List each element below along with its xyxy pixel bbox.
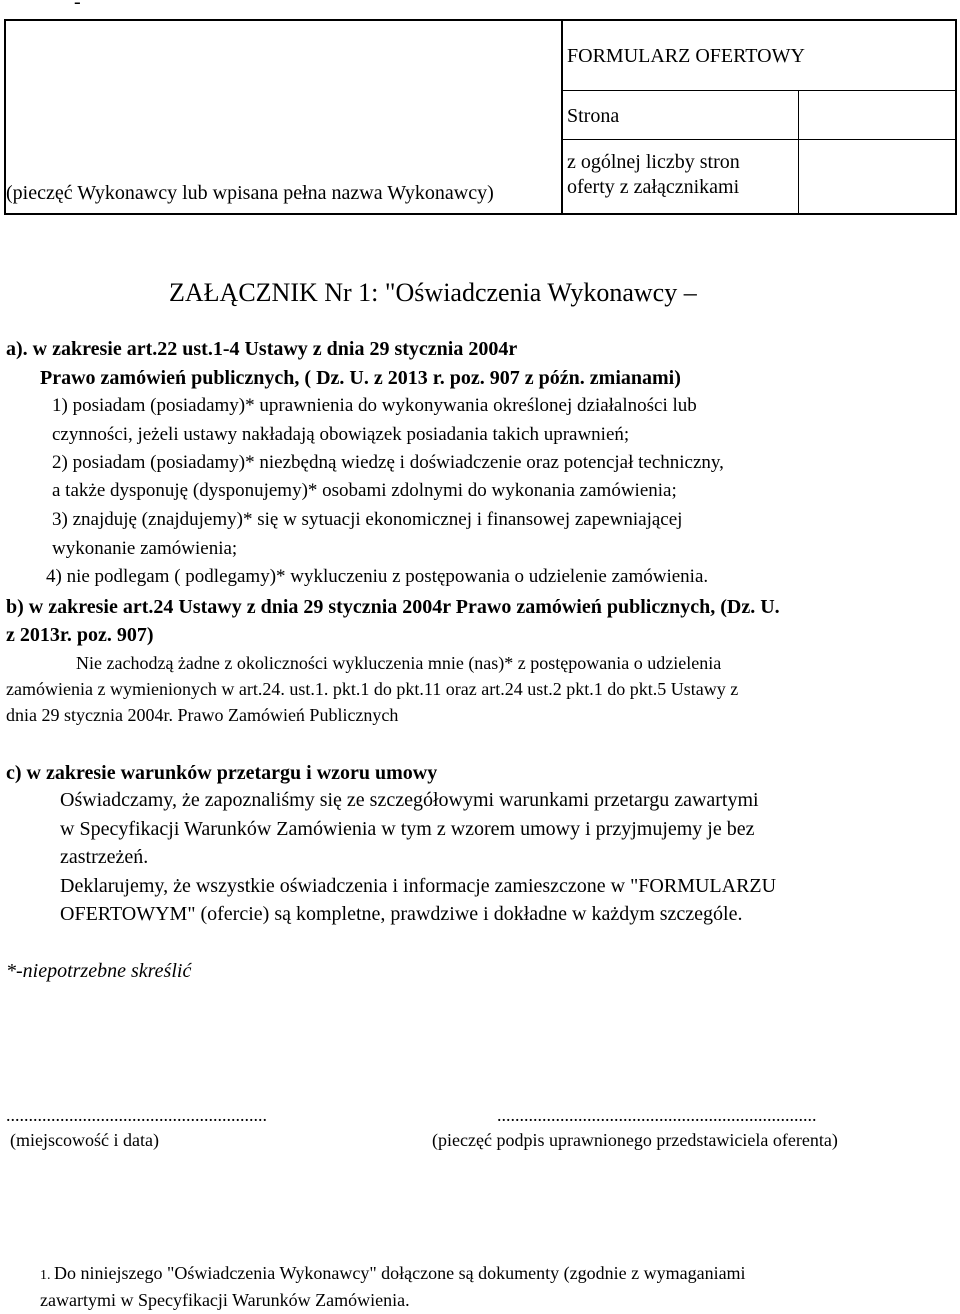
stamp-label: (pieczęć Wykonawcy lub wpisana pełna nazwa Wykonawcy) bbox=[6, 182, 494, 204]
footnote-line-1: Do niniejszego "Oświadczenia Wykonawcy" dołączone są dokumenty (zgodnie z wymaganiami bbox=[54, 1263, 746, 1283]
section-b-line: dnia 29 stycznia 2004r. Prawo Zamówień Publicznych bbox=[6, 705, 399, 725]
page-label: Strona bbox=[567, 105, 620, 127]
section-c-line: zastrzeżeń. bbox=[60, 846, 149, 868]
header-row-line-2 bbox=[563, 139, 957, 140]
footnote-number: 1. bbox=[40, 1268, 51, 1283]
section-b-line: Nie zachodzą żadne z okoliczności wykluczenia mnie (nas)* z postępowania o udzielenia bbox=[76, 653, 722, 673]
header-row-line-1 bbox=[563, 90, 957, 91]
place-date-label: (miejscowość i data) bbox=[10, 1130, 159, 1150]
section-a-line: wykonanie zamówienia; bbox=[52, 538, 238, 559]
place-date-dots: .......................................................... bbox=[6, 1105, 267, 1125]
section-a-line: 3) znajduję (znajdujemy)* się w sytuacji ekonomicznej i finansowej zapewniającej bbox=[52, 509, 683, 530]
section-b-heading-1: b) w zakresie art.24 Ustawy z dnia 29 stycznia 2004r Prawo zamówień publicznych, (Dz. U. bbox=[6, 596, 780, 618]
corner-mark: - bbox=[74, 0, 81, 13]
section-a-line: 1) posiadam (posiadamy)* uprawnienia do wykonywania określonej działalności lub bbox=[52, 395, 697, 416]
section-c-line: w Specyfikacji Warunków Zamówienia w tym z wzorem umowy i przyjmujemy je bez bbox=[60, 818, 755, 840]
signature-label: (pieczęć podpis uprawnionego przedstawiciela oferenta) bbox=[432, 1130, 838, 1150]
section-a-heading-2: Prawo zamówień publicznych, ( Dz. U. z 2013 r. poz. 907 z późn. zmianami) bbox=[40, 367, 681, 389]
page-title: ZAŁĄCZNIK Nr 1: "Oświadczenia Wykonawcy – bbox=[169, 278, 697, 307]
signature-dots: ....................................................................... bbox=[497, 1105, 817, 1125]
form-title: FORMULARZ OFERTOWY bbox=[567, 45, 805, 67]
header-page-cell-divider bbox=[798, 90, 799, 214]
section-a-heading-1: a). w zakresie art.22 ust.1-4 Ustawy z dnia 29 stycznia 2004r bbox=[6, 338, 518, 360]
section-a-line: a także dysponuję (dysponujemy)* osobami zdolnymi do wykonania zamówienia; bbox=[52, 480, 677, 501]
header-right-border bbox=[955, 19, 957, 215]
section-a-line: 4) nie podlegam ( podlegamy)* wykluczeniu z postępowania o udzielenie zamówienia. bbox=[46, 566, 709, 587]
header-top-border bbox=[4, 19, 957, 21]
section-b-heading-2: z 2013r. poz. 907) bbox=[6, 624, 154, 646]
total-pages-label-1: z ogólnej liczby stron bbox=[567, 151, 740, 173]
header-divider-vertical bbox=[561, 19, 563, 215]
footnote-unnecessary-strike: *-niepotrzebne skreślić bbox=[6, 960, 192, 982]
section-c-line: Oświadczamy, że zapoznaliśmy się ze szczegółowymi warunkami przetargu zawartymi bbox=[60, 789, 759, 811]
section-a-line: 2) posiadam (posiadamy)* niezbędną wiedzę i doświadczenie oraz potencjał techniczny, bbox=[52, 452, 724, 473]
header-bottom-border bbox=[4, 213, 957, 215]
section-a-line: czynności, jeżeli ustawy nakładają obowiązek posiadania takich uprawnień; bbox=[52, 424, 630, 445]
section-c-line: OFERTOWYM" (ofercie) są kompletne, prawdziwe i dokładne w każdym szczególe. bbox=[60, 903, 743, 925]
total-pages-label-2: oferty z załącznikami bbox=[567, 176, 740, 198]
section-c-line: Deklarujemy, że wszystkie oświadczenia i informacje zamieszczone w "FORMULARZU bbox=[60, 875, 777, 897]
footnote-line-2: zawartymi w Specyfikacji Warunków Zamówienia. bbox=[40, 1290, 410, 1310]
section-c-heading: c) w zakresie warunków przetargu i wzoru umowy bbox=[6, 762, 438, 784]
section-b-line: zamówienia z wymienionych w art.24. ust.1. pkt.1 do pkt.11 oraz art.24 ust.2 pkt.1 do pkt.5 Ustawy z bbox=[6, 679, 739, 699]
